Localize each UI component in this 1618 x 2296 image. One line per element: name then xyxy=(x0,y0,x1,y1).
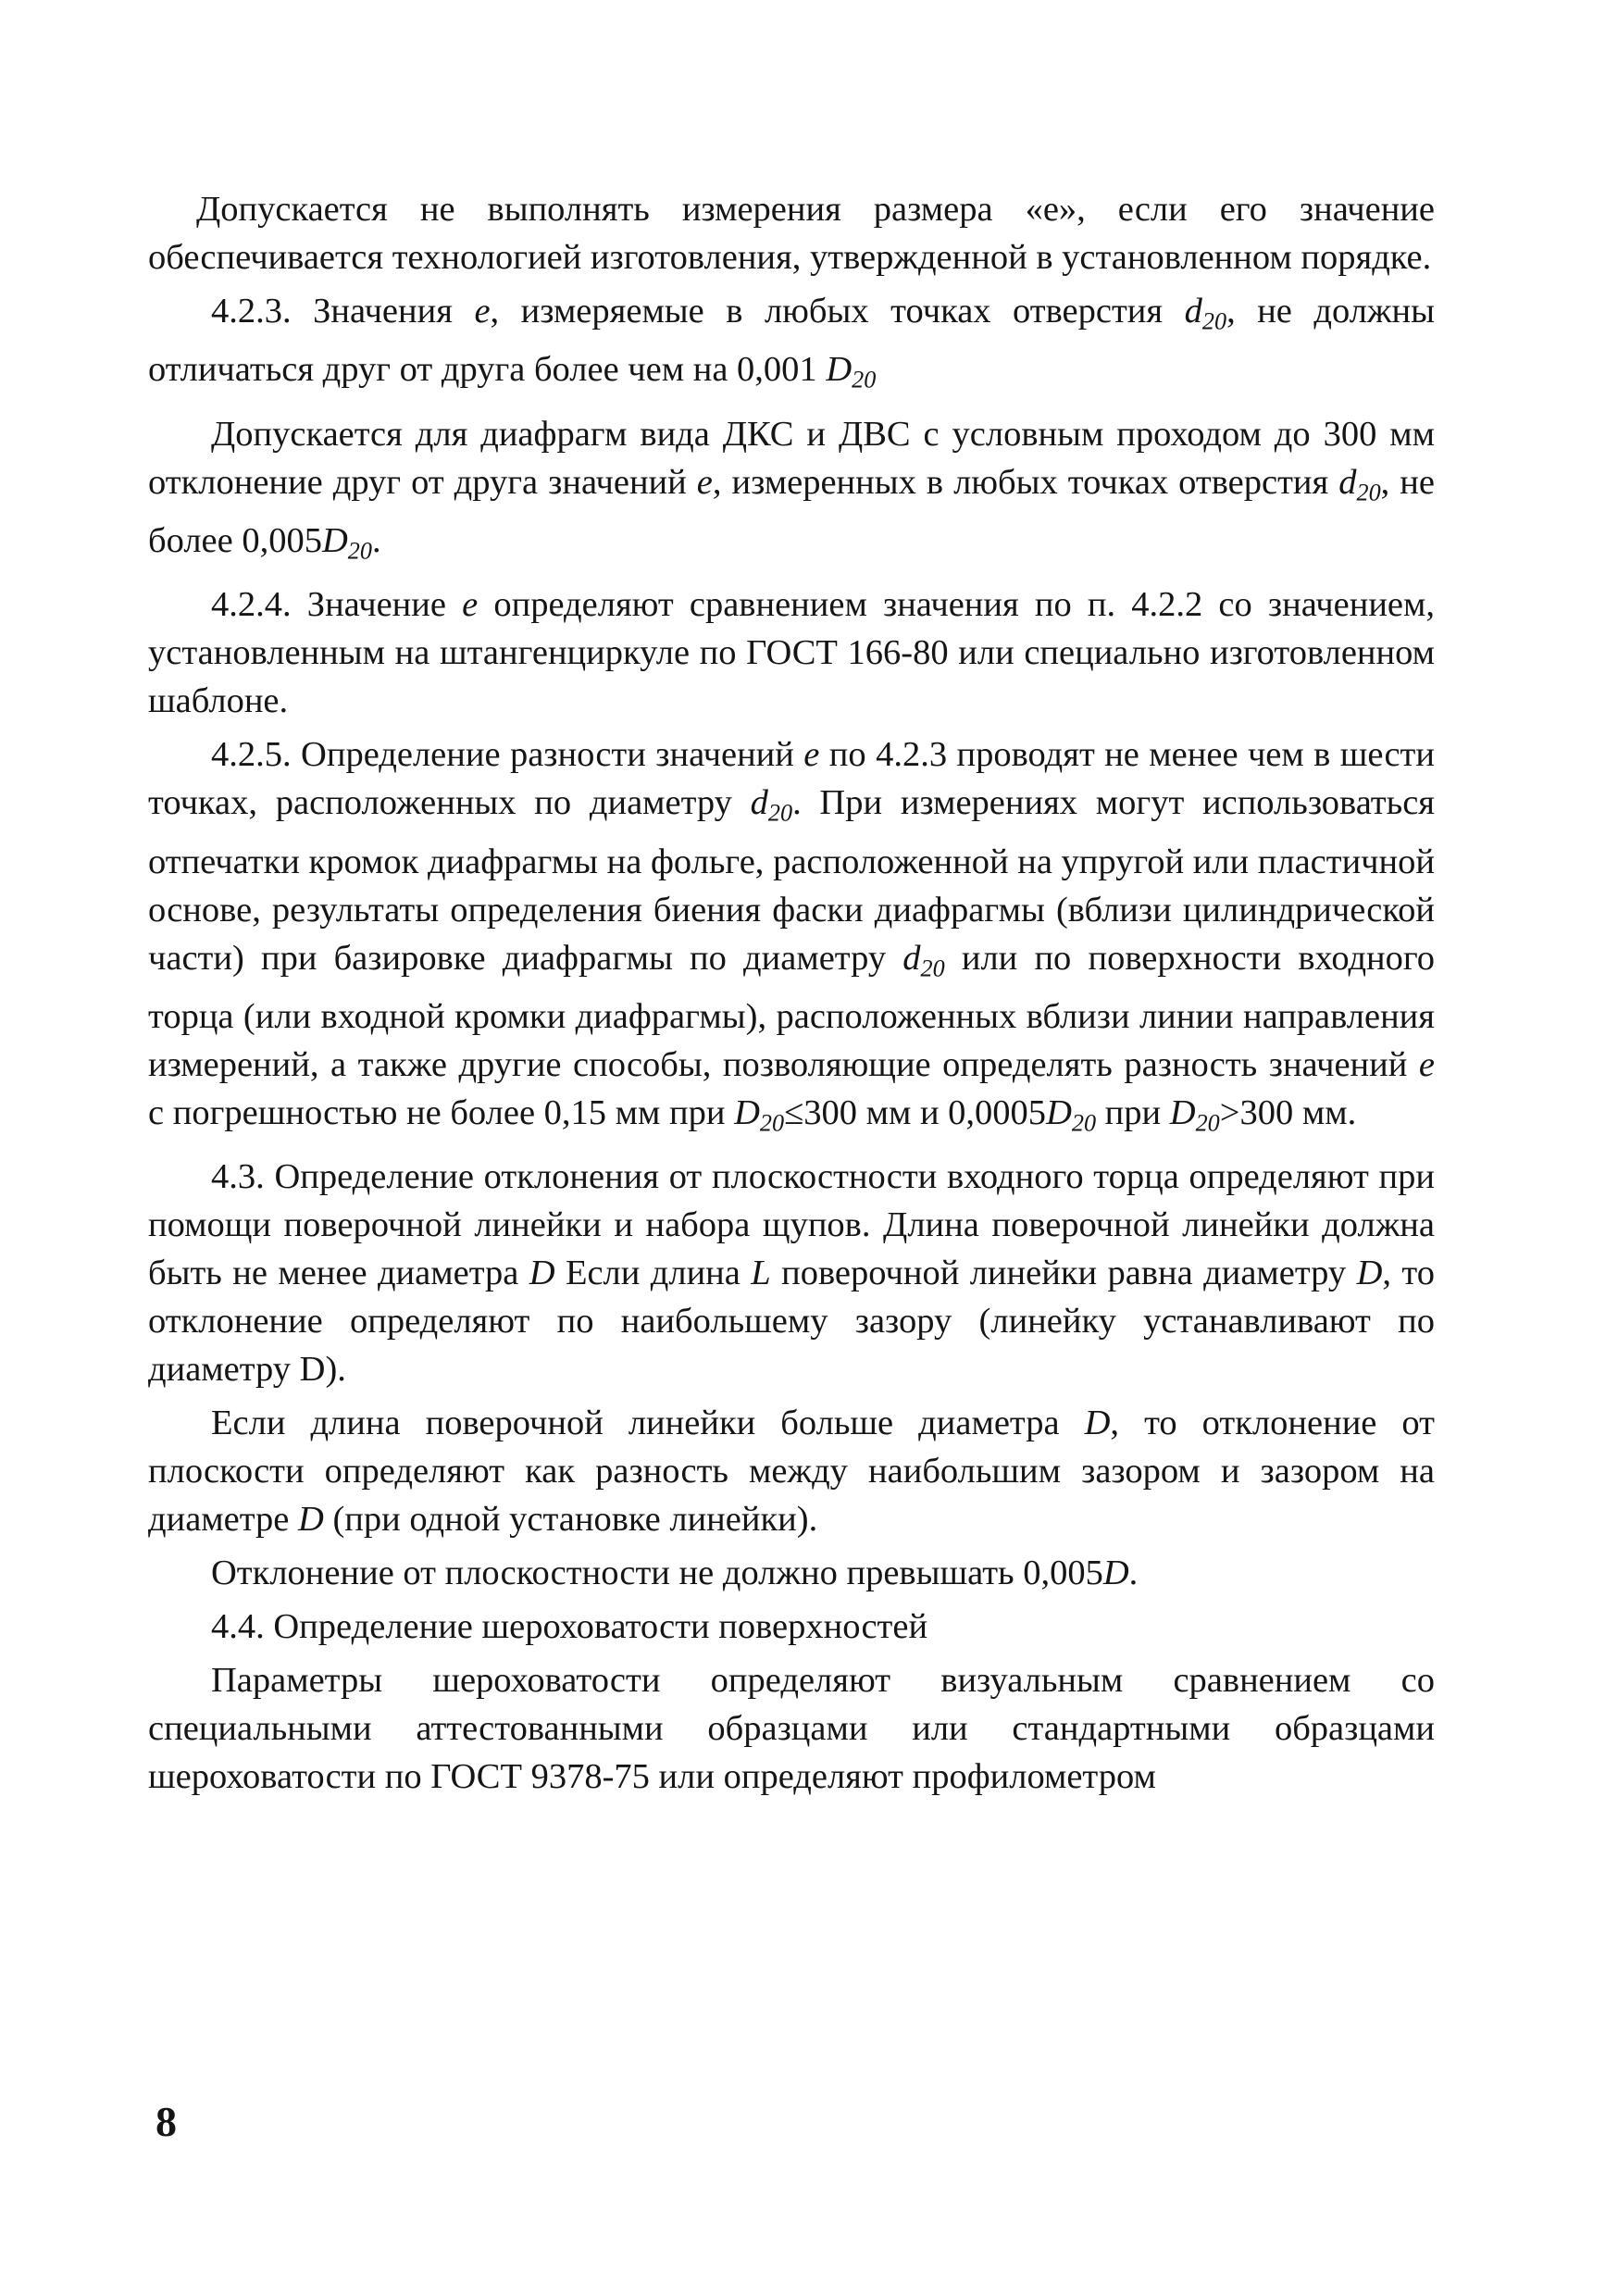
math-variable xyxy=(298,1500,324,1539)
text-segment: Если длина поверочной линейки больше диаметра xyxy=(211,1404,1085,1443)
variable-symbol: D xyxy=(1084,1404,1111,1443)
variable-symbol: D xyxy=(298,1500,324,1540)
paragraph-p8 xyxy=(148,1549,1435,1597)
text-segment: определяют сравнением значения по п. 4.2.2 со значением, установленным на штангенциркуле по ГОСТ 166-80 или специально изготовленном шаблоне. xyxy=(148,585,1435,721)
text-segment: , измеренных в любых точках отверстия xyxy=(712,462,1339,502)
variable-symbol: e xyxy=(696,462,713,502)
math-variable xyxy=(1169,1092,1220,1137)
math-variable xyxy=(529,1254,555,1292)
text-segment: . При измерениях могут использоваться отпечатки кромок диафрагмы на фольге, расположенной на упругой или пластичной основе, результаты определения биения фаски диафрагмы (вблизи цилиндрической части) при базировке диафрагмы по диаметру xyxy=(148,783,1435,978)
math-variable xyxy=(462,585,478,624)
text-segment: Параметры шероховатости определяют визуальным сравнением со специальными аттестованными образцами или стандартными образцами шероховатости по ГОСТ 9378-75 или определяют профилометром xyxy=(148,1661,1435,1797)
paragraph-p5 xyxy=(148,730,1435,1147)
variable-subscript: 20 xyxy=(759,1109,785,1137)
text-segment: 4.2.5. Определение разности значений xyxy=(211,735,804,775)
document-body xyxy=(148,185,1435,1801)
variable-symbol: e xyxy=(462,585,479,625)
text-segment: или по поверхности входного торца (или входной кромки диафрагмы), расположенных вблизи линии направления измерений, а также другие способы, позволяющие определять разность значений xyxy=(148,938,1435,1084)
math-variable xyxy=(803,735,819,774)
math-variable xyxy=(902,938,945,981)
variable-symbol: d xyxy=(902,938,921,978)
variable-symbol: D xyxy=(1102,1554,1129,1593)
text-segment: Допускается для диафрагм вида ДКС и ДВС с условным проходом до 300 мм отклонение друг от друга значений xyxy=(148,414,1435,502)
variable-subscript: 20 xyxy=(1071,1109,1097,1137)
math-variable xyxy=(826,350,877,393)
math-variable xyxy=(750,783,793,827)
text-segment: , измеряемые в любых точках отверстия xyxy=(490,292,1185,331)
text-segment: 4.2.3. Значения xyxy=(211,292,475,331)
variable-subscript: 20 xyxy=(767,799,793,827)
variable-symbol: D xyxy=(321,520,348,560)
variable-subscript: 20 xyxy=(852,366,877,393)
variable-symbol: D xyxy=(529,1254,555,1293)
variable-symbol: e xyxy=(1418,1044,1435,1084)
paragraph-p10 xyxy=(148,1656,1435,1801)
text-segment: с погрешностью не более 0,15 мм при xyxy=(148,1092,735,1132)
text-segment: , то отклонение от плоскости определяют как разность между наибольшим зазором и зазором на диаметре xyxy=(148,1404,1436,1540)
text-segment: ≤300 мм и 0,0005 xyxy=(784,1092,1047,1132)
paragraph-p9 xyxy=(148,1603,1435,1651)
paragraph-p1 xyxy=(148,185,1435,281)
math-variable xyxy=(697,463,713,502)
text-segment: Отклонение от плоскостности не должно превышать 0,005 xyxy=(211,1554,1103,1593)
variable-symbol: D xyxy=(1169,1092,1196,1132)
math-variable xyxy=(474,292,490,331)
variable-subscript: 20 xyxy=(347,537,372,565)
variable-subscript: 20 xyxy=(1201,307,1227,335)
math-variable xyxy=(321,520,372,565)
variable-symbol: d xyxy=(1184,292,1202,331)
math-variable xyxy=(1184,292,1227,335)
text-segment: , не более 0,005 xyxy=(148,462,1435,560)
text-segment: >300 мм. xyxy=(1219,1092,1357,1132)
text-segment: 4.2.4. Значение xyxy=(211,585,463,625)
variable-subscript: 20 xyxy=(920,954,945,981)
text-segment: 4.3. Определение отклонения от плоскостности входного торца определяют при помощи поверочной линейки и набора щупов. Длина поверочной линейки должна быть не менее диаметра xyxy=(148,1157,1435,1293)
text-segment: , не должны отличаться друг от друга более чем на 0,001 xyxy=(148,292,1436,390)
paragraph-p4 xyxy=(148,580,1435,725)
math-variable xyxy=(1085,1404,1111,1442)
variable-subscript: 20 xyxy=(1356,478,1381,505)
variable-symbol: d xyxy=(1338,462,1357,502)
text-segment: по 4.2.3 проводят не менее чем в шести точках, расположенных по диаметру xyxy=(148,735,1435,823)
math-variable xyxy=(1046,1092,1097,1137)
math-variable xyxy=(1419,1045,1435,1084)
text-segment: Допускается не выполнять измерения размера «е», если его значение обеспечивается технологией изготовления, утвержденной в установленном порядке. xyxy=(148,190,1435,277)
variable-subscript: 20 xyxy=(1195,1109,1220,1137)
math-variable xyxy=(751,1254,770,1292)
variable-symbol: D xyxy=(1046,1092,1072,1132)
paragraph-p2 xyxy=(148,287,1435,405)
text-segment: поверочной линейки равна диаметру xyxy=(770,1254,1357,1293)
variable-symbol: L xyxy=(751,1254,771,1293)
math-variable xyxy=(1338,462,1381,505)
variable-symbol: D xyxy=(826,350,853,390)
math-variable xyxy=(1357,1254,1383,1292)
variable-symbol: D xyxy=(734,1092,760,1132)
text-segment: , то отклонение определяют по наибольшему зазору (линейку устанавливают по диаметру D). xyxy=(148,1254,1435,1390)
text-segment: (при одной установке линейки). xyxy=(323,1500,818,1540)
math-variable xyxy=(734,1092,785,1137)
paragraph-p3 xyxy=(148,410,1435,576)
variable-symbol: d xyxy=(750,783,768,823)
text-segment: Если длина xyxy=(554,1254,752,1293)
paragraph-p6 xyxy=(148,1153,1435,1393)
paragraph-p7 xyxy=(148,1399,1435,1543)
text-segment: при xyxy=(1096,1092,1170,1132)
text-segment: . xyxy=(371,520,381,560)
text-segment: . xyxy=(1128,1554,1139,1593)
text-segment: 4.4. Определение шероховатости поверхностей xyxy=(211,1607,928,1647)
page-number: 8 xyxy=(156,2098,177,2145)
variable-symbol: e xyxy=(803,735,820,775)
variable-symbol: D xyxy=(1356,1254,1383,1293)
variable-symbol: e xyxy=(474,292,491,331)
math-variable xyxy=(1103,1554,1129,1592)
